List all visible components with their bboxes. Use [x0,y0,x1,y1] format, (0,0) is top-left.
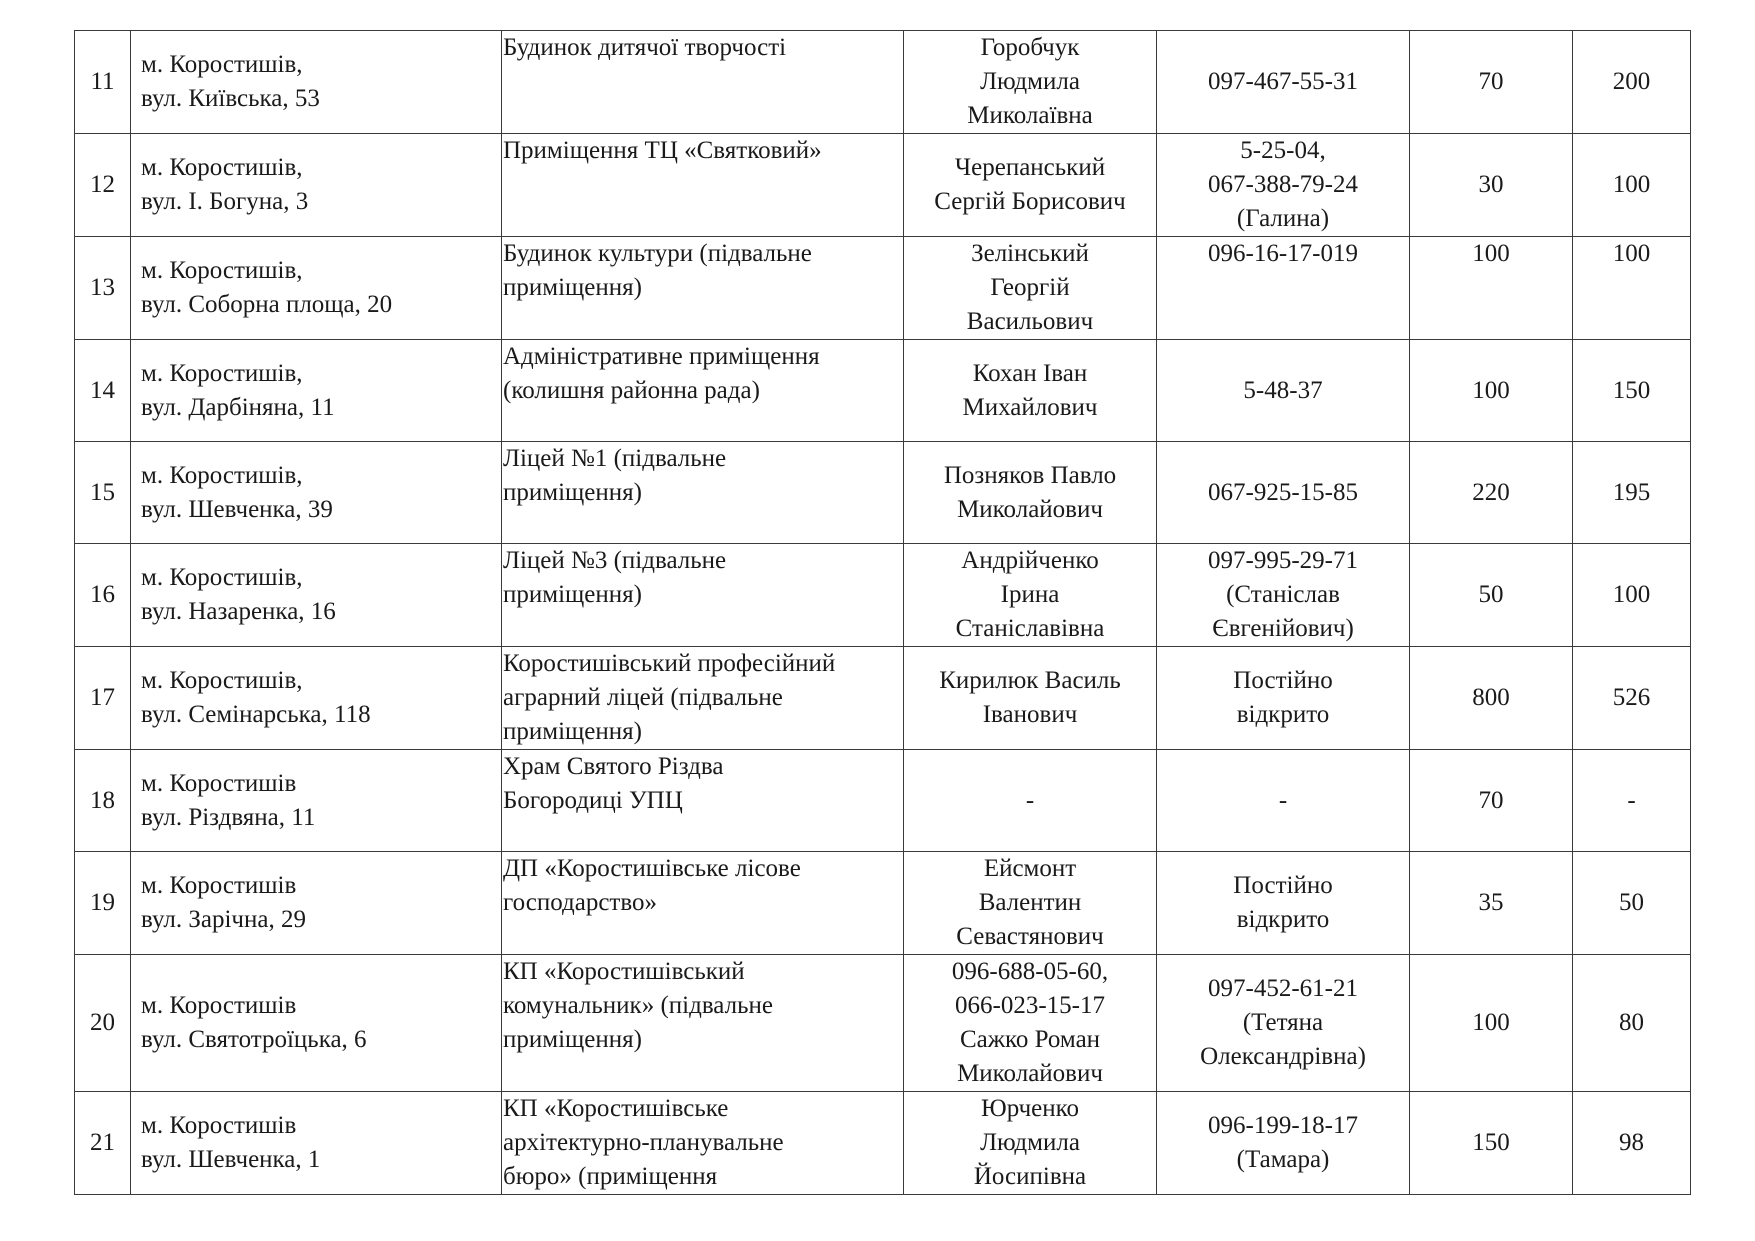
phone-text: Постійно відкрито [1233,872,1333,933]
row-number: 12 [75,134,131,237]
facility-text: КП «Коростишівське архітектурно-планувальне бюро» (приміщення [503,1095,784,1190]
address-text: м. Коростишів вул. Святотроїцька, 6 [141,992,367,1053]
responsible-cell [904,852,1157,955]
capacity-b-cell: 150 [1573,340,1691,442]
facility-text: Будинок дитячої творчості [503,34,787,61]
capacity-b-cell: 100 [1573,134,1691,237]
responsible-text: Андрійченко Ірина Станіславівна [955,547,1105,642]
table-row [75,647,1691,750]
capacity-b-cell: 200 [1573,31,1691,134]
address-cell [131,544,502,647]
facility-cell [502,237,904,340]
capacity-a-cell: 220 [1410,442,1573,544]
responsible-cell [904,1092,1157,1195]
table-row [75,1092,1691,1195]
row-number: 15 [75,442,131,544]
capacity-a-cell: 50 [1410,544,1573,647]
address-cell [131,442,502,544]
address-text: м. Коростишів вул. Зарічна, 29 [141,872,306,933]
capacity-b-cell: 100 [1573,237,1691,340]
phone-cell [1157,647,1410,750]
capacity-a-cell: 800 [1410,647,1573,750]
capacity-b-cell: 100 [1573,544,1691,647]
row-number: 21 [75,1092,131,1195]
responsible-cell [904,31,1157,134]
table-row [75,134,1691,237]
capacity-a-cell: 35 [1410,852,1573,955]
address-text: м. Коростишів, вул. Дарбіняна, 11 [141,359,335,421]
responsible-cell [904,647,1157,750]
facility-cell [502,31,904,134]
address-text: м. Коростишів вул. Різдвяна, 11 [141,769,316,831]
phone-cell [1157,544,1410,647]
table-row [75,31,1691,134]
address-text: м. Коростишів, вул. Семінарська, 118 [141,667,371,728]
responsible-text: 096-688-05-60, 066-023-15-17 Сажко Роман Миколайович [951,958,1109,1087]
capacity-a-cell: 70 [1410,750,1573,852]
phone-cell [1157,852,1410,955]
row-number: 16 [75,544,131,647]
phone-cell [1157,955,1410,1092]
facility-text: Адміністративне приміщення (колишня районна рада) [503,343,820,404]
phone-text: 067-925-15-85 [1208,478,1358,506]
phone-text: Постійно відкрито [1233,667,1333,728]
address-cell [131,1092,502,1195]
facility-cell [502,955,904,1092]
shelters-table [74,30,1691,1195]
row-number: 19 [75,852,131,955]
facility-text: Ліцей №3 (підвальне приміщення) [503,547,727,608]
address-text: м. Коростишів, вул. І. Богуна, 3 [141,154,309,215]
capacity-b-cell: 526 [1573,647,1691,750]
phone-text: 5-48-37 [1243,376,1323,404]
address-text: м. Коростишів, вул. Назаренка, 16 [141,564,336,625]
table-row [75,544,1691,647]
responsible-text: Зелінський Георгій Васильович [966,240,1094,335]
address-cell [131,237,502,340]
responsible-text: Черепанський Сергій Борисович [934,154,1126,215]
facility-cell [502,134,904,237]
capacity-a-cell: 30 [1410,134,1573,237]
document-page [74,30,1691,1195]
facility-cell [502,1092,904,1195]
address-cell [131,340,502,442]
address-cell [131,31,502,134]
phone-text: 096-199-18-17 (Тамара) [1208,1112,1358,1173]
phone-text: 097-995-29-71 (Станіслав Євгенійович) [1208,547,1358,642]
responsible-cell [904,340,1157,442]
facility-text: Ліцей №1 (підвальне приміщення) [503,445,727,506]
responsible-text: Горобчук Людмила Миколаївна [967,34,1093,129]
table-row [75,852,1691,955]
responsible-cell [904,134,1157,237]
address-text: м. Коростишів, вул. Шевченка, 39 [141,461,333,523]
table-row [75,237,1691,340]
capacity-b-cell: 50 [1573,852,1691,955]
capacity-a-cell: 100 [1410,237,1573,340]
phone-cell [1157,1092,1410,1195]
phone-text: 5-25-04, 067-388-79-24 (Галина) [1208,137,1358,232]
address-text: м. Коростишів, вул. Київська, 53 [141,51,320,112]
phone-text: 097-452-61-21 (Тетяна Олександрівна) [1200,975,1366,1070]
capacity-b-cell: 80 [1573,955,1691,1092]
address-cell [131,134,502,237]
row-number: 18 [75,750,131,852]
phone-cell [1157,340,1410,442]
address-cell [131,750,502,852]
phone-cell [1157,750,1410,852]
facility-cell [502,852,904,955]
capacity-b-cell: 98 [1573,1092,1691,1195]
facility-text: Коростишівський професійний аграрний ліцей (підвальне приміщення) [503,650,836,745]
row-number: 17 [75,647,131,750]
facility-text: ДП «Коростишівське лісове господарство» [503,855,801,916]
facility-cell [502,750,904,852]
facility-text: Храм Святого Різдва Богородиці УПЦ [503,753,724,814]
responsible-text: Позняков Павло Миколайович [943,461,1117,523]
facility-cell [502,647,904,750]
row-number: 13 [75,237,131,340]
phone-cell [1157,442,1410,544]
facility-text: КП «Коростишівський комунальник» (підвальне приміщення) [503,958,773,1053]
facility-cell [502,442,904,544]
address-cell [131,852,502,955]
responsible-text: Ейсмонт Валентин Севастянович [956,855,1104,950]
responsible-cell [904,544,1157,647]
facility-text: Будинок культури (підвальне приміщення) [503,240,812,301]
row-number: 20 [75,955,131,1092]
address-text: м. Коростишів, вул. Соборна площа, 20 [141,257,393,318]
facility-cell [502,340,904,442]
capacity-b-cell: 195 [1573,442,1691,544]
address-cell [131,955,502,1092]
responsible-cell [904,442,1157,544]
capacity-b-cell: - [1573,750,1691,852]
capacity-a-cell: 70 [1410,31,1573,134]
phone-text: 097-467-55-31 [1208,68,1358,95]
responsible-cell [904,237,1157,340]
phone-cell [1157,237,1410,340]
responsible-cell [904,750,1157,852]
address-cell [131,647,502,750]
facility-text: Приміщення ТЦ «Святковий» [503,137,822,164]
table-body [75,31,1691,1195]
responsible-text: - [1025,786,1035,814]
responsible-cell [904,955,1157,1092]
capacity-a-cell: 100 [1410,955,1573,1092]
table-row [75,340,1691,442]
row-number: 11 [75,31,131,134]
phone-text: 096-16-17-019 [1208,240,1358,267]
capacity-a-cell: 100 [1410,340,1573,442]
row-number: 14 [75,340,131,442]
table-row [75,442,1691,544]
table-row [75,750,1691,852]
responsible-text: Кохан Іван Михайлович [962,359,1098,421]
responsible-text: Кирилюк Василь Іванович [939,667,1121,728]
phone-cell [1157,134,1410,237]
responsible-text: Юрченко Людмила Йосипівна [973,1095,1087,1190]
phone-text: - [1278,786,1288,814]
phone-cell [1157,31,1410,134]
capacity-a-cell: 150 [1410,1092,1573,1195]
address-text: м. Коростишів вул. Шевченка, 1 [141,1112,321,1173]
table-row [75,955,1691,1092]
facility-cell [502,544,904,647]
